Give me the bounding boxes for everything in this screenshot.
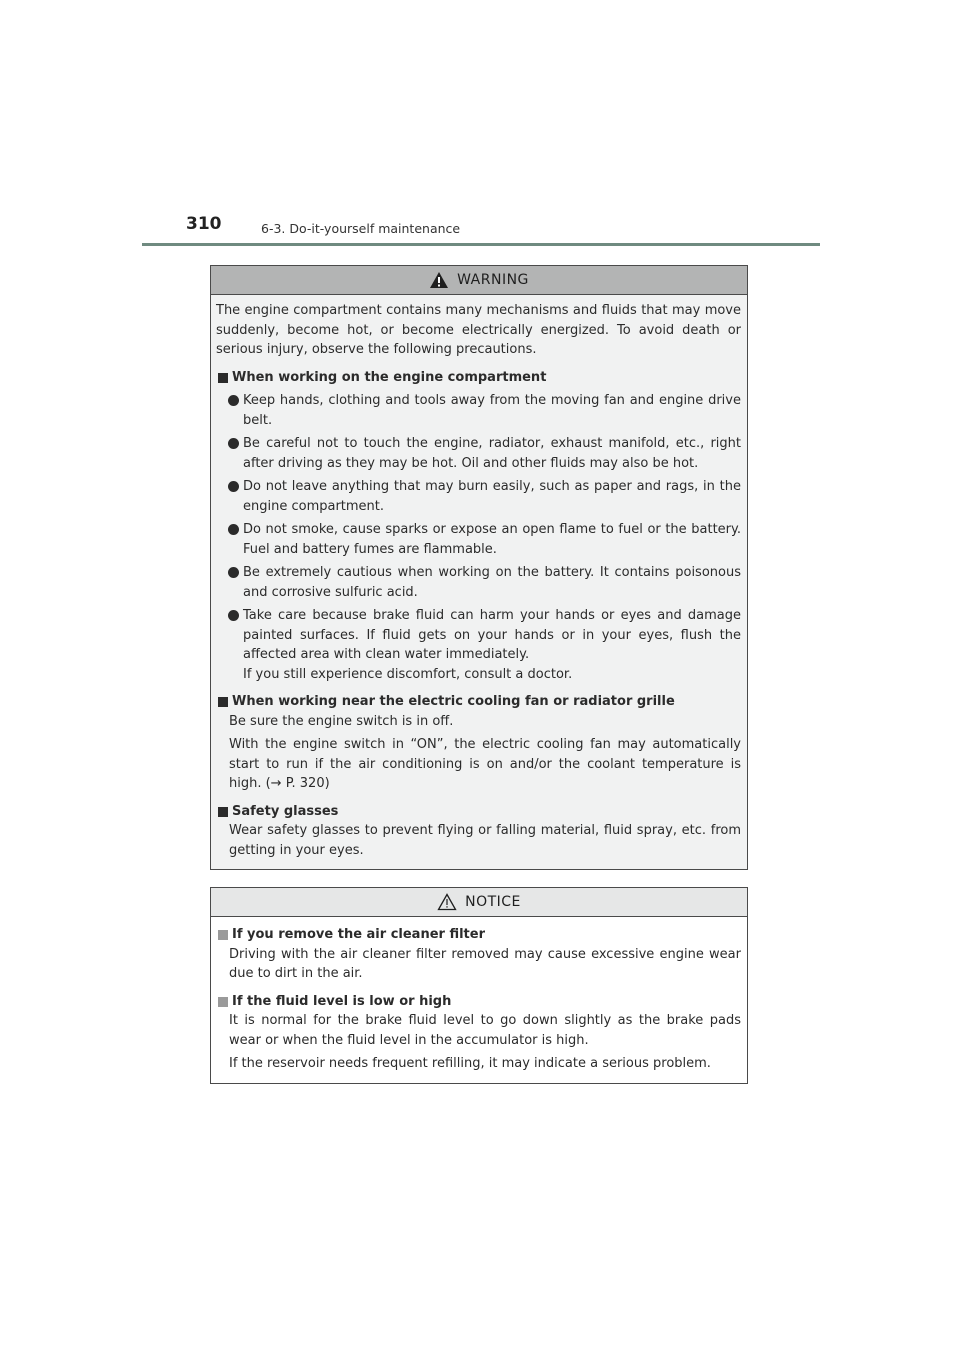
square-bullet-icon [218, 697, 228, 707]
bullet-extra-text: If you still experience discomfort, consult a doctor. [243, 666, 573, 682]
warning-section-title: When working near the electric cooling fan or radiator grille [216, 692, 741, 712]
round-bullet-icon [228, 481, 239, 492]
list-item: Keep hands, clothing and tools away from the moving fan and engine drive belt. [216, 391, 741, 430]
warning-section-title: When working on the engine compartment [216, 368, 741, 388]
round-bullet-icon [228, 395, 239, 406]
list-item: Take care because brake fluid can harm your hands or eyes and damage painted surfaces. If fluid gets on your hands or in your eyes, flush the affected area with clean water immediately. [216, 606, 741, 665]
paragraph: Driving with the air cleaner filter removed may cause excessive engine wear due to dirt in the air. [229, 946, 741, 981]
paragraph: Be sure the engine switch is in off. [229, 713, 454, 729]
notice-header [211, 888, 747, 917]
list-item: Be extremely cautious when working on the battery. It contains poisonous and corrosive sulfuric acid. [216, 563, 741, 602]
notice-title: NOTICE [465, 894, 521, 910]
round-bullet-icon [228, 524, 239, 535]
warning-box [210, 265, 748, 870]
square-bullet-icon [218, 807, 228, 817]
warning-section-title: Safety glasses [216, 802, 741, 822]
paragraph: With the engine switch in “ON”, the electric cooling fan may automatically start to run if the air conditioning is on and/or the coolant temperature is high. (→ P. 320) [229, 737, 741, 791]
page-number: 310 [186, 214, 222, 234]
paragraph: If the reservoir needs frequent refilling, it may indicate a serious problem. [229, 1056, 711, 1071]
list-item: Do not leave anything that may burn easily, such as paper and rags, in the engine compartment. [216, 477, 741, 516]
section-title: 6-3. Do-it-yourself maintenance [261, 221, 461, 236]
round-bullet-icon [228, 438, 239, 449]
header-divider [142, 243, 820, 246]
notice-section-title: If you remove the air cleaner filter [216, 925, 741, 945]
warning-triangle-icon [429, 271, 449, 289]
round-bullet-icon [228, 610, 239, 621]
notice-box [210, 887, 748, 1084]
round-bullet-icon [228, 567, 239, 578]
list-item: Be careful not to touch the engine, radiator, exhaust manifold, etc., right after driving as they may be hot. Oil and other fluids may also be hot. [216, 434, 741, 473]
paragraph: Wear safety glasses to prevent flying or falling material, fluid spray, etc. from getting in your eyes. [229, 823, 741, 858]
square-bullet-icon [218, 930, 228, 940]
notice-body [211, 917, 747, 1074]
list-item: Do not smoke, cause sparks or expose an open flame to fuel or the battery. Fuel and battery fumes are flammable. [216, 520, 741, 559]
notice-triangle-icon [437, 893, 457, 911]
square-bullet-icon [218, 373, 228, 383]
paragraph: It is normal for the brake fluid level to go down slightly as the brake pads wear or when the fluid level in the accumulator is high. [229, 1013, 741, 1048]
notice-section-title: If the fluid level is low or high [216, 992, 741, 1012]
warning-header [211, 266, 747, 295]
square-bullet-icon [218, 997, 228, 1007]
warning-intro: The engine compartment contains many mechanisms and fluids that may move suddenly, become hot, or become electrically energized. To avoid death or serious injury, observe the following precautions. [216, 303, 741, 357]
warning-title: WARNING [457, 272, 529, 288]
warning-body [211, 295, 747, 860]
